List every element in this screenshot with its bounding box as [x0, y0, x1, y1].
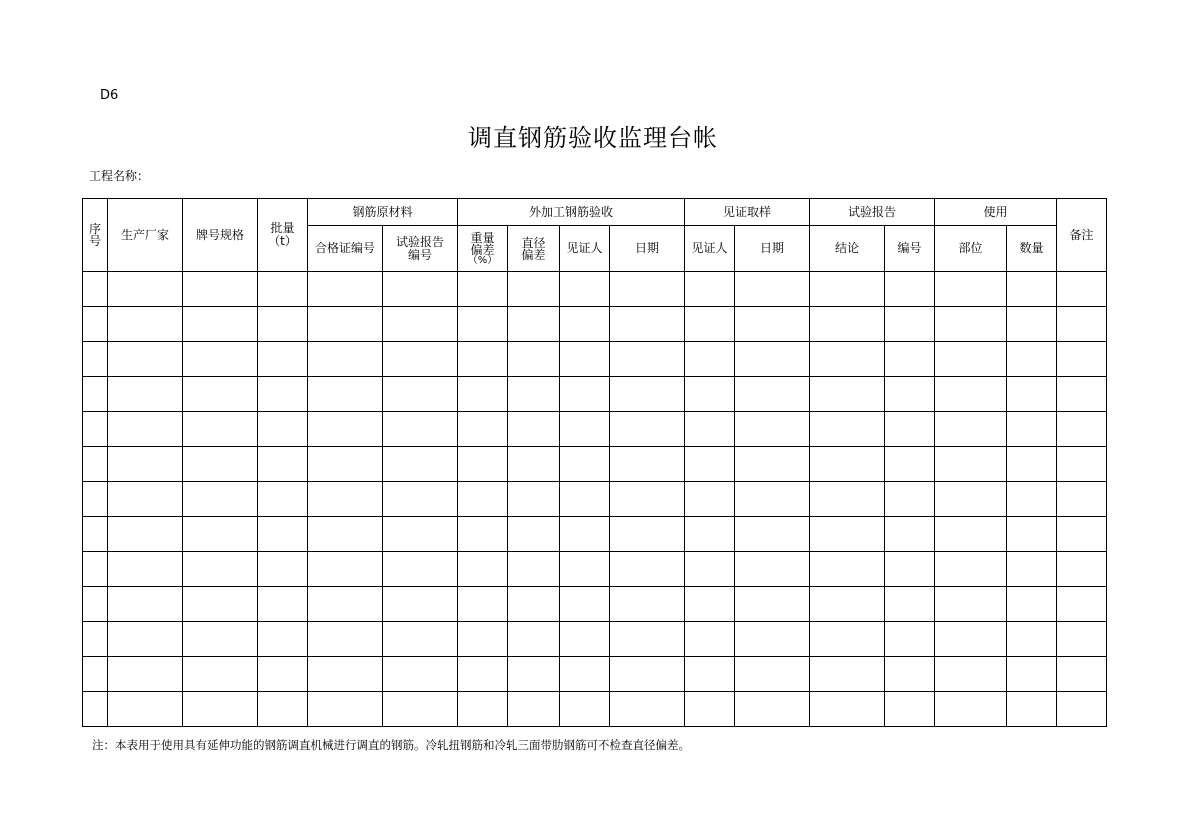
header-seq — [83, 199, 108, 272]
table-cell[interactable] — [610, 447, 685, 482]
table-cell[interactable] — [258, 657, 308, 692]
table-cell[interactable] — [560, 552, 610, 587]
table-cell[interactable] — [83, 272, 108, 307]
header-group-raw-material: 钢筋原材料 — [308, 199, 458, 226]
table-cell[interactable] — [183, 272, 258, 307]
table-cell[interactable] — [885, 307, 935, 342]
table-cell[interactable] — [258, 447, 308, 482]
footnote: 注：本表用于使用具有延伸功能的钢筋调直机械进行调直的钢筋。冷轧扭钢筋和冷轧三面带肋钢筋可不检查直径偏差。 — [92, 738, 690, 752]
table-cell[interactable] — [83, 657, 108, 692]
table-row — [83, 447, 1107, 482]
header-seq-label: 序号 — [89, 222, 102, 248]
table-cell[interactable] — [1057, 482, 1107, 517]
table-cell[interactable] — [108, 657, 183, 692]
header-processing-witness: 见证人 — [560, 226, 610, 272]
header-weight-dev-line1: 重量 — [470, 230, 495, 245]
table-cell[interactable] — [885, 517, 935, 552]
table-cell[interactable] — [83, 692, 108, 727]
header-batch-qty-label: 批量 — [270, 221, 295, 236]
table-cell[interactable] — [383, 692, 458, 727]
table-cell[interactable] — [83, 517, 108, 552]
table-cell[interactable] — [458, 447, 508, 482]
table-cell[interactable] — [383, 517, 458, 552]
table-cell[interactable] — [810, 377, 885, 412]
table-cell[interactable] — [810, 692, 885, 727]
table-cell[interactable] — [685, 447, 735, 482]
table-cell[interactable] — [83, 552, 108, 587]
table-cell[interactable] — [610, 692, 685, 727]
table-cell[interactable] — [108, 342, 183, 377]
table-cell[interactable] — [183, 342, 258, 377]
table-cell[interactable] — [560, 272, 610, 307]
table-cell[interactable] — [810, 307, 885, 342]
table-cell[interactable] — [183, 587, 258, 622]
table-cell[interactable] — [810, 552, 885, 587]
table-cell[interactable] — [183, 622, 258, 657]
table-row — [83, 342, 1107, 377]
table-cell[interactable] — [885, 272, 935, 307]
table-cell[interactable] — [108, 552, 183, 587]
header-raw-test-report-no — [383, 226, 458, 272]
table-cell[interactable] — [1007, 272, 1057, 307]
header-row-1 — [83, 199, 1107, 226]
header-dia-dev-line2: 偏差 — [521, 247, 546, 262]
project-name-label: 工程名称： — [89, 169, 150, 183]
header-manufacturer: 生产厂家 — [108, 199, 183, 272]
table-cell[interactable] — [183, 482, 258, 517]
table-cell[interactable] — [735, 552, 810, 587]
table-cell[interactable] — [458, 482, 508, 517]
header-diameter-deviation — [508, 226, 560, 272]
table-row — [83, 517, 1107, 552]
table-cell[interactable] — [1007, 412, 1057, 447]
table-cell[interactable] — [685, 622, 735, 657]
table-cell[interactable] — [383, 377, 458, 412]
table-cell[interactable] — [735, 412, 810, 447]
table-cell[interactable] — [383, 482, 458, 517]
header-sampling-date: 日期 — [735, 226, 810, 272]
header-batch-qty — [258, 199, 308, 272]
table-cell[interactable] — [383, 307, 458, 342]
table-cell[interactable] — [183, 447, 258, 482]
table-cell[interactable] — [885, 447, 935, 482]
table-cell[interactable] — [258, 412, 308, 447]
table-cell[interactable] — [610, 517, 685, 552]
table-cell[interactable] — [108, 447, 183, 482]
table-cell[interactable] — [885, 622, 935, 657]
table-cell[interactable] — [685, 517, 735, 552]
table-cell[interactable] — [258, 692, 308, 727]
table-cell[interactable] — [735, 622, 810, 657]
table-cell[interactable] — [810, 447, 885, 482]
header-raw-cert-no: 合格证编号 — [308, 226, 383, 272]
table-cell[interactable] — [458, 307, 508, 342]
header-grade-spec: 牌号规格 — [183, 199, 258, 272]
table-cell[interactable] — [508, 587, 560, 622]
table-cell[interactable] — [308, 517, 383, 552]
table-cell[interactable] — [458, 552, 508, 587]
table-cell[interactable] — [685, 307, 735, 342]
table-cell[interactable] — [258, 272, 308, 307]
table-row — [83, 692, 1107, 727]
table-cell[interactable] — [258, 482, 308, 517]
table-cell[interactable] — [1007, 692, 1057, 727]
table-cell[interactable] — [610, 552, 685, 587]
table-cell[interactable] — [560, 692, 610, 727]
table-cell[interactable] — [685, 657, 735, 692]
table-cell[interactable] — [560, 342, 610, 377]
header-use-location: 部位 — [935, 226, 1007, 272]
table-cell[interactable] — [810, 517, 885, 552]
table-cell[interactable] — [935, 517, 1007, 552]
header-processing-date: 日期 — [610, 226, 685, 272]
header-use-quantity: 数量 — [1007, 226, 1057, 272]
table-cell[interactable] — [1007, 377, 1057, 412]
table-cell[interactable] — [308, 377, 383, 412]
table-cell[interactable] — [258, 587, 308, 622]
table-cell[interactable] — [810, 342, 885, 377]
table-cell[interactable] — [308, 622, 383, 657]
table-cell[interactable] — [810, 657, 885, 692]
table-cell[interactable] — [458, 272, 508, 307]
header-batch-unit: （t） — [268, 234, 297, 248]
table-cell[interactable] — [885, 412, 935, 447]
header-report-number: 编号 — [885, 226, 935, 272]
table-cell[interactable] — [1057, 692, 1107, 727]
table-cell[interactable] — [508, 272, 560, 307]
table-cell[interactable] — [885, 482, 935, 517]
table-cell[interactable] — [1057, 342, 1107, 377]
table-cell[interactable] — [508, 412, 560, 447]
table-cell[interactable] — [83, 412, 108, 447]
table-row — [83, 657, 1107, 692]
table-row — [83, 622, 1107, 657]
table-cell[interactable] — [935, 552, 1007, 587]
table-cell[interactable] — [1057, 377, 1107, 412]
table-row — [83, 412, 1107, 447]
table-cell[interactable] — [735, 447, 810, 482]
table-cell[interactable] — [935, 342, 1007, 377]
table-cell[interactable] — [108, 307, 183, 342]
table-cell[interactable] — [1057, 622, 1107, 657]
table-cell[interactable] — [1007, 342, 1057, 377]
header-raw-test-report-line1: 试验报告 — [395, 234, 444, 249]
table-cell[interactable] — [735, 657, 810, 692]
table-cell[interactable] — [308, 692, 383, 727]
table-cell[interactable] — [1057, 657, 1107, 692]
table-cell[interactable] — [1007, 517, 1057, 552]
table-cell[interactable] — [935, 587, 1007, 622]
table-cell[interactable] — [308, 272, 383, 307]
table-cell[interactable] — [935, 307, 1007, 342]
table-cell[interactable] — [560, 447, 610, 482]
table-cell[interactable] — [308, 447, 383, 482]
table-cell[interactable] — [508, 517, 560, 552]
table-row — [83, 552, 1107, 587]
table-cell[interactable] — [258, 342, 308, 377]
table-cell[interactable] — [685, 692, 735, 727]
table-cell[interactable] — [885, 692, 935, 727]
table-cell[interactable] — [258, 622, 308, 657]
table-cell[interactable] — [610, 342, 685, 377]
table-cell[interactable] — [183, 412, 258, 447]
table-cell[interactable] — [610, 272, 685, 307]
table-cell[interactable] — [735, 587, 810, 622]
table-cell[interactable] — [383, 587, 458, 622]
table-cell[interactable] — [885, 552, 935, 587]
table-cell[interactable] — [1007, 552, 1057, 587]
table-cell[interactable] — [935, 272, 1007, 307]
header-group-test-report: 试验报告 — [810, 199, 935, 226]
table-cell[interactable] — [885, 587, 935, 622]
table-cell[interactable] — [383, 657, 458, 692]
table-cell[interactable] — [183, 517, 258, 552]
header-weight-dev-line3: （%） — [467, 254, 498, 266]
table-cell[interactable] — [685, 552, 735, 587]
table-cell[interactable] — [308, 587, 383, 622]
table-cell[interactable] — [108, 482, 183, 517]
table-cell[interactable] — [258, 377, 308, 412]
table-cell[interactable] — [810, 482, 885, 517]
table-cell[interactable] — [508, 622, 560, 657]
table-cell[interactable] — [108, 272, 183, 307]
table-cell[interactable] — [508, 552, 560, 587]
table-cell[interactable] — [308, 657, 383, 692]
header-group-processing: 外加工钢筋验收 — [458, 199, 685, 226]
table-cell[interactable] — [1057, 552, 1107, 587]
form-code: D6 — [100, 88, 119, 103]
table-cell[interactable] — [383, 342, 458, 377]
table-cell[interactable] — [685, 412, 735, 447]
table-cell[interactable] — [108, 692, 183, 727]
table-cell[interactable] — [458, 342, 508, 377]
table-cell[interactable] — [258, 552, 308, 587]
table-cell[interactable] — [508, 692, 560, 727]
table-cell[interactable] — [1057, 272, 1107, 307]
table-cell[interactable] — [258, 307, 308, 342]
table-cell[interactable] — [308, 482, 383, 517]
table-cell[interactable] — [1007, 622, 1057, 657]
table-cell[interactable] — [458, 517, 508, 552]
table-cell[interactable] — [458, 622, 508, 657]
table-cell[interactable] — [735, 272, 810, 307]
table-row — [83, 272, 1107, 307]
table-cell[interactable] — [735, 517, 810, 552]
table-cell[interactable] — [308, 307, 383, 342]
table-cell[interactable] — [735, 342, 810, 377]
table-cell[interactable] — [1007, 587, 1057, 622]
table-cell[interactable] — [685, 377, 735, 412]
table-cell[interactable] — [610, 412, 685, 447]
header-group-use: 使用 — [935, 199, 1057, 226]
table-cell[interactable] — [935, 692, 1007, 727]
table-cell[interactable] — [735, 377, 810, 412]
table-cell[interactable] — [810, 622, 885, 657]
table-cell[interactable] — [508, 377, 560, 412]
table-cell[interactable] — [508, 482, 560, 517]
table-cell[interactable] — [83, 482, 108, 517]
table-cell[interactable] — [508, 342, 560, 377]
table-cell[interactable] — [1057, 447, 1107, 482]
table-cell[interactable] — [560, 482, 610, 517]
table-cell[interactable] — [183, 552, 258, 587]
table-cell[interactable] — [183, 692, 258, 727]
table-cell[interactable] — [83, 342, 108, 377]
table-cell[interactable] — [1007, 307, 1057, 342]
table-row — [83, 307, 1107, 342]
table-cell[interactable] — [508, 307, 560, 342]
header-raw-test-report-line2: 编号 — [407, 247, 432, 262]
header-weight-deviation — [458, 226, 508, 272]
table-cell[interactable] — [383, 447, 458, 482]
table-cell[interactable] — [1057, 517, 1107, 552]
table-cell[interactable] — [885, 657, 935, 692]
table-cell[interactable] — [308, 412, 383, 447]
table-cell[interactable] — [560, 657, 610, 692]
header-report-conclusion: 结论 — [810, 226, 885, 272]
ledger-table — [82, 198, 1107, 727]
table-cell[interactable] — [735, 307, 810, 342]
table-cell[interactable] — [935, 412, 1007, 447]
table-cell[interactable] — [108, 377, 183, 412]
table-cell[interactable] — [83, 587, 108, 622]
table-cell[interactable] — [108, 587, 183, 622]
table-cell[interactable] — [183, 307, 258, 342]
page-title: 调直钢筋验收监理台帐 — [468, 124, 718, 152]
table-cell[interactable] — [810, 587, 885, 622]
table-cell[interactable] — [935, 447, 1007, 482]
header-dia-dev-line1: 直径 — [521, 235, 546, 250]
table-row — [83, 377, 1107, 412]
table-cell[interactable] — [935, 657, 1007, 692]
table-cell[interactable] — [458, 377, 508, 412]
table-cell[interactable] — [560, 307, 610, 342]
table-cell[interactable] — [508, 447, 560, 482]
table-cell[interactable] — [560, 587, 610, 622]
table-cell[interactable] — [83, 622, 108, 657]
table-cell[interactable] — [308, 552, 383, 587]
table-cell[interactable] — [610, 307, 685, 342]
table-cell[interactable] — [610, 622, 685, 657]
table-cell[interactable] — [885, 377, 935, 412]
table-cell[interactable] — [458, 587, 508, 622]
table-cell[interactable] — [735, 482, 810, 517]
table-cell[interactable] — [183, 377, 258, 412]
table-cell[interactable] — [458, 657, 508, 692]
table-cell[interactable] — [308, 342, 383, 377]
table-cell[interactable] — [685, 482, 735, 517]
table-row — [83, 482, 1107, 517]
table-cell[interactable] — [383, 622, 458, 657]
table-cell[interactable] — [83, 447, 108, 482]
table-cell[interactable] — [610, 482, 685, 517]
header-sampling-witness: 见证人 — [685, 226, 735, 272]
table-cell[interactable] — [383, 272, 458, 307]
table-cell[interactable] — [685, 272, 735, 307]
table-cell[interactable] — [935, 482, 1007, 517]
table-cell[interactable] — [1057, 587, 1107, 622]
table-cell[interactable] — [685, 587, 735, 622]
table-cell[interactable] — [108, 517, 183, 552]
table-cell[interactable] — [83, 307, 108, 342]
table-cell[interactable] — [810, 412, 885, 447]
table-cell[interactable] — [1007, 657, 1057, 692]
table-cell[interactable] — [610, 657, 685, 692]
header-weight-dev-line2: 偏差 — [470, 242, 495, 257]
table-cell[interactable] — [560, 622, 610, 657]
table-cell[interactable] — [560, 412, 610, 447]
table-cell[interactable] — [1007, 482, 1057, 517]
table-cell[interactable] — [685, 342, 735, 377]
table-cell[interactable] — [560, 377, 610, 412]
table-cell[interactable] — [1057, 412, 1107, 447]
table-cell[interactable] — [258, 517, 308, 552]
table-cell[interactable] — [458, 412, 508, 447]
table-row — [83, 587, 1107, 622]
table-cell[interactable] — [935, 377, 1007, 412]
table-cell[interactable] — [1057, 307, 1107, 342]
table-cell[interactable] — [810, 272, 885, 307]
table-cell[interactable] — [508, 657, 560, 692]
table-cell[interactable] — [383, 552, 458, 587]
header-group-witness-sampling: 见证取样 — [685, 199, 810, 226]
table-cell[interactable] — [560, 517, 610, 552]
table-cell[interactable] — [1007, 447, 1057, 482]
table-cell[interactable] — [935, 622, 1007, 657]
header-remarks: 备注 — [1057, 199, 1107, 272]
table-cell[interactable] — [885, 342, 935, 377]
table-cell[interactable] — [83, 377, 108, 412]
table-cell[interactable] — [108, 412, 183, 447]
table-cell[interactable] — [183, 657, 258, 692]
table-cell[interactable] — [458, 692, 508, 727]
table-cell[interactable] — [610, 587, 685, 622]
table-cell[interactable] — [735, 692, 810, 727]
table-cell[interactable] — [108, 622, 183, 657]
table-cell[interactable] — [610, 377, 685, 412]
table-cell[interactable] — [383, 412, 458, 447]
